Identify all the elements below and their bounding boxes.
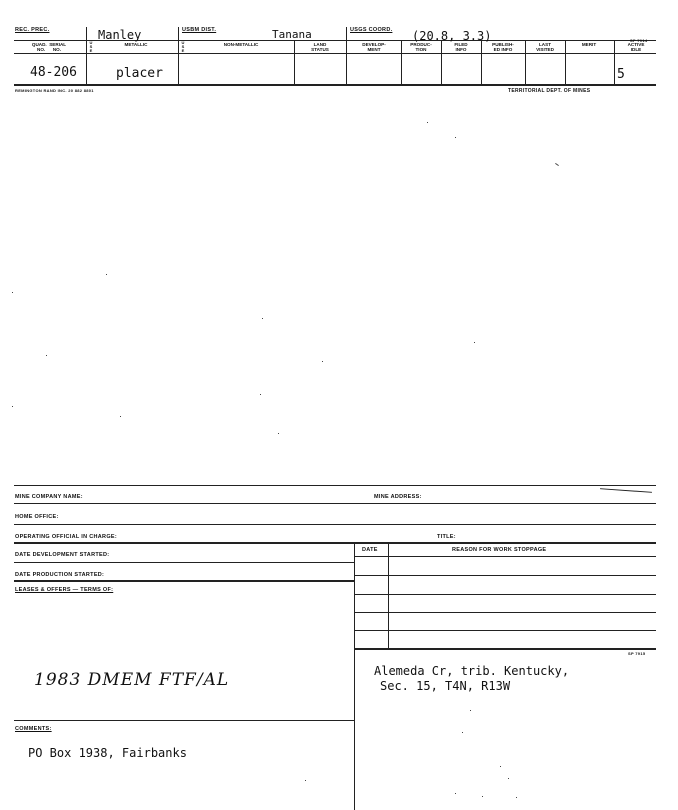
comments-label: COMMENTS: <box>15 726 52 732</box>
active-idle-label: ACTIVE IDLE <box>627 42 645 52</box>
reason-column-label: REASON FOR WORK STOPPAGE <box>452 547 547 553</box>
form-number-bottom: SP 7915 <box>628 651 646 656</box>
mine-address-label: MINE ADDRESS: <box>374 494 422 500</box>
use-label-1: U S E <box>89 40 93 53</box>
comments-value: PO Box 1938, Fairbanks <box>28 746 187 760</box>
quad-serial-label: QUAD. SERIAL NO. NO. <box>31 42 67 52</box>
development-label: DEVELOP- MENT <box>362 42 386 52</box>
published-info-label: PUBLISH- ED INFO <box>492 42 514 52</box>
merit-label: MERIT <box>581 42 597 47</box>
dept-line: TERRITORIAL DEPT. OF MINES <box>508 88 591 94</box>
form-number-top: SP 7914 <box>630 38 648 43</box>
usgs-coord-label: USGS COORD. <box>350 27 393 33</box>
use-label-2: U S E <box>181 40 185 53</box>
date-development-label: DATE DEVELOPMENT STARTED: <box>15 552 110 558</box>
usgs-coord-value: (20.8, 3.3) <box>412 29 492 43</box>
printer-line: REMINGTON RAND INC. 20 882 8801 <box>15 88 94 93</box>
location-line-2: Sec. 15, T4N, R13W <box>380 679 511 693</box>
quad-serial-value: 48-206 <box>30 65 77 80</box>
date-production-label: DATE PRODUCTION STARTED: <box>15 572 105 578</box>
filed-info-label: FILED INFO <box>454 42 468 52</box>
active-idle-value: 5 <box>617 67 625 82</box>
land-status-label: LAND STATUS <box>311 42 329 52</box>
production-label: PRODUC- TION <box>410 42 432 52</box>
home-office-label: HOME OFFICE: <box>15 514 59 520</box>
location-line-1: Alemeda Cr, trib. Kentucky, <box>374 664 570 678</box>
metallic-label: METALLIC <box>124 42 148 47</box>
leases-label: LEASES & OFFERS — TERMS OF: <box>15 587 114 593</box>
rec-prec-label: REC. PREC. <box>15 27 50 33</box>
mine-company-label: MINE COMPANY NAME: <box>15 494 83 500</box>
title-label: TITLE: <box>437 534 456 540</box>
rec-prec-value: Manley <box>98 28 142 42</box>
handwritten-note: 1983 DMEM FTF/AL <box>34 670 230 690</box>
operating-official-label: OPERATING OFFICIAL IN CHARGE: <box>15 534 117 540</box>
usbm-dist-value: Tanana <box>272 28 312 41</box>
usbm-dist-label: USBM DIST. <box>182 27 217 33</box>
date-column-label: DATE <box>362 547 378 553</box>
metallic-value: placer <box>116 66 163 81</box>
non-metallic-label: NON-METALLIC <box>223 42 259 47</box>
last-visited-label: LAST VISITED <box>536 42 554 52</box>
